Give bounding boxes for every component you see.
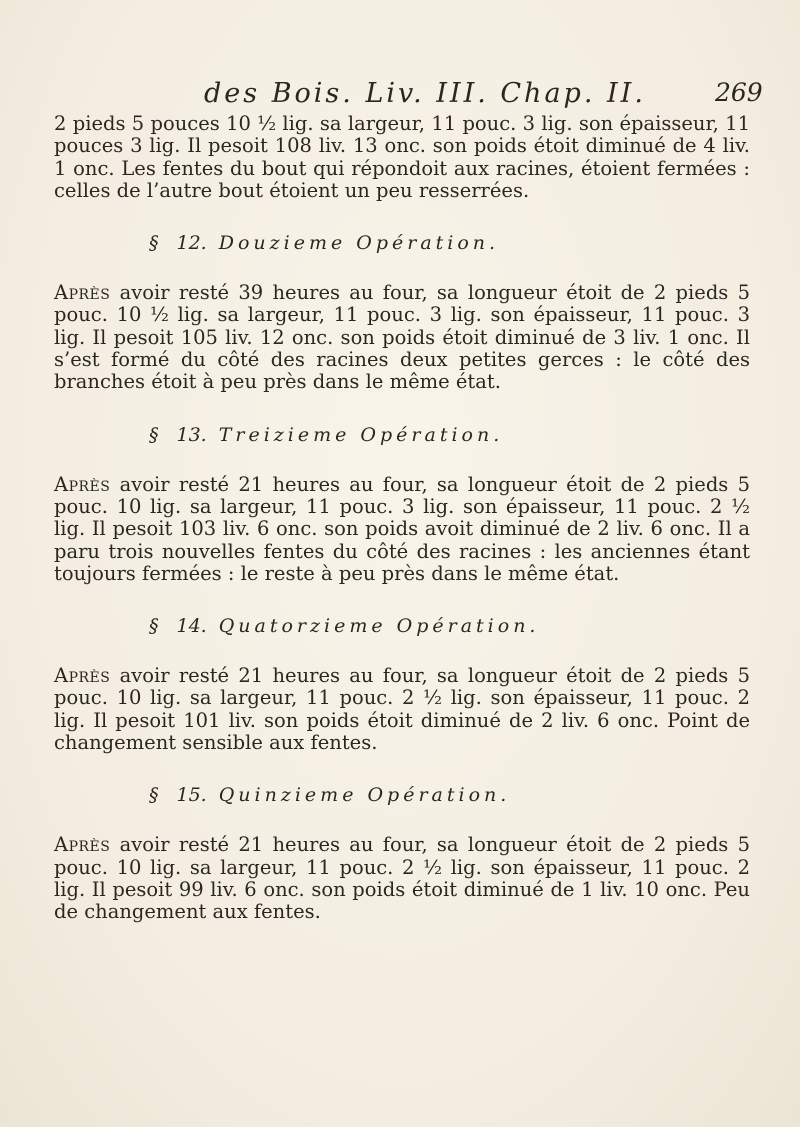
section-symbol: § (149, 423, 163, 446)
section-title: Treizieme Opération. (218, 423, 504, 446)
section-number: 15. (176, 784, 207, 807)
paragraph-lead-word: Après (54, 472, 111, 496)
section-paragraph-12 (54, 282, 750, 393)
paragraph-lead-word: Après (54, 833, 111, 857)
section-title: Quinzieme Opération. (218, 784, 511, 807)
running-head: des Bois. Liv. III. Chap. II. (204, 78, 646, 109)
paragraph-text: avoir resté 39 heures au four, sa longueur étoit de 2 pieds 5 pouc. 10 ½ lig. sa largeur, 11 pouc. 3 lig. son épaisseur, 11 pouc. 3 lig. Il pesoit 105 liv. 12 onc. son poids étoit diminué de 3 liv. 1 onc. Il s’est formé du côté des racines deux petites gerces : le côté des branches étoit à peu près dans le même état. (54, 281, 750, 394)
paragraph-text: avoir resté 21 heures au four, sa longueur étoit de 2 pieds 5 pouc. 10 lig. sa largeur, 11 pouc. 3 lig. son épaisseur, 11 pouc. 2 ½ lig. Il pesoit 103 liv. 6 onc. son poids avoit diminué de 2 liv. 6 onc. Il a paru trois nouvelles fentes du côté des racines : les anciennes étant toujours fermées : le reste à peu près dans le même état. (54, 472, 750, 585)
section-heading-13 (149, 424, 750, 446)
paragraph-lead-word: Après (54, 281, 111, 305)
section-number: 14. (176, 615, 207, 638)
section-title: Douzieme Opération. (218, 232, 500, 255)
section-paragraph-15 (54, 834, 750, 923)
section-title: Quatorzieme Opération. (218, 615, 540, 638)
page-header (0, 78, 800, 108)
section-heading-15 (149, 784, 750, 806)
section-paragraph-13 (54, 474, 750, 585)
section-heading-14 (149, 615, 750, 637)
opening-paragraph: 2 pieds 5 pouces 10 ½ lig. sa largeur, 11 pouc. 3 lig. son épaisseur, 11 pouces 3 lig. Il pesoit 108 liv. 13 onc. son poids étoit diminué de 4 liv. 1 onc. Les fentes du bout qui répondoit aux racines, étoient fermées : celles de l’autre bout étoient un peu resserrées. (54, 112, 750, 202)
page-number: 269 (715, 78, 763, 107)
section-heading-12 (149, 232, 750, 254)
section-symbol: § (149, 232, 163, 255)
section-paragraph-14 (54, 665, 750, 754)
section-number: 12. (176, 232, 207, 255)
section-number: 13. (176, 423, 207, 446)
section-symbol: § (149, 615, 163, 638)
paragraph-text: avoir resté 21 heures au four, sa longueur étoit de 2 pieds 5 pouc. 10 lig. sa largeur, 11 pouc. 2 ½ lig. son épaisseur, 11 pouc. 2 lig. Il pesoit 99 liv. 6 onc. son poids étoit diminué de 1 liv. 10 onc. Peu de changement aux fentes. (54, 833, 750, 924)
body-text (54, 113, 750, 924)
section-symbol: § (149, 784, 163, 807)
paragraph-text: avoir resté 21 heures au four, sa longueur étoit de 2 pieds 5 pouc. 10 lig. sa largeur, 11 pouc. 2 ½ lig. son épaisseur, 11 pouc. 2 lig. Il pesoit 101 liv. son poids étoit diminué de 2 liv. 6 onc. Point de changement sensible aux fentes. (54, 664, 750, 755)
paragraph-lead-word: Après (54, 664, 111, 688)
